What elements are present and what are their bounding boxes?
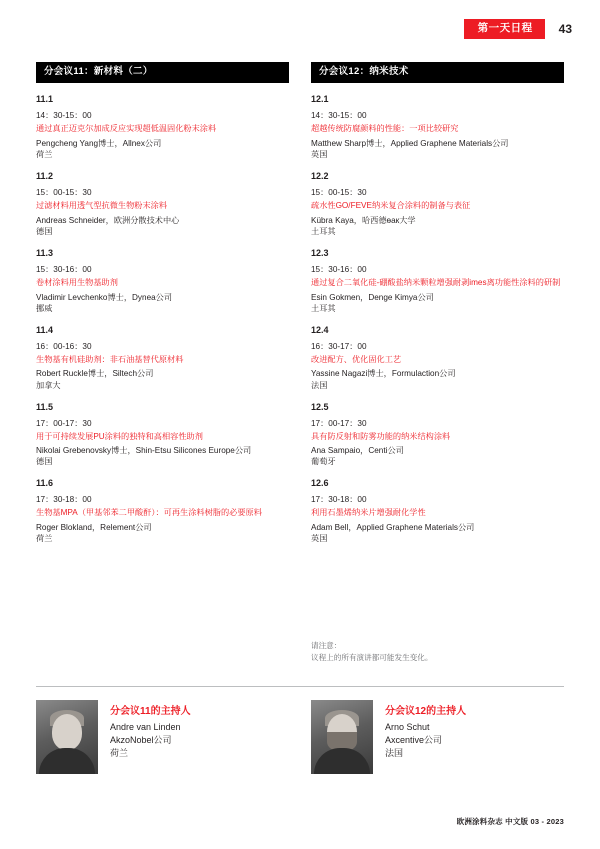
session-time: 17：00-17：30 [311, 418, 367, 428]
session-title: 改进配方、优化固化工艺 [311, 354, 402, 364]
session-item [36, 402, 289, 468]
chair-role: 分会议12的主持人 [385, 706, 467, 717]
session-time: 17：30-18：00 [311, 495, 367, 505]
chair-photo-arno-schut [311, 700, 373, 774]
session-country: 荷兰 [36, 150, 53, 160]
session-country: 挪威 [36, 303, 53, 313]
session-speaker: Vladimir Levchenko博士，Dynea公司 [36, 292, 173, 302]
session-time: 15：00-15：30 [311, 188, 367, 198]
session-title: 利用石墨烯纳米片增强耐化学性 [311, 508, 426, 518]
session-country: 土耳其 [311, 303, 336, 313]
session-time: 15：30-16：00 [36, 265, 92, 274]
session-country: 德国 [36, 457, 53, 467]
session-title: 通过真正迈克尔加成反应实现超低温固化粉末涂料 [36, 124, 217, 134]
session-speaker: Matthew Sharp博士，Applied Graphene Materials公司 [311, 139, 509, 149]
session-time: 14：30-15：00 [311, 111, 367, 121]
header-section-tab: 第一天日程 [464, 19, 545, 39]
session-country: 英国 [311, 150, 328, 160]
section-divider [36, 686, 564, 687]
session-speaker: Esin Gokmen，Denge Kimya公司 [311, 292, 434, 302]
program-column-11 [36, 62, 289, 544]
chair-role: 分会议11的主持人 [110, 706, 191, 717]
session-speaker: Roger Blokland，Relement公司 [36, 523, 152, 532]
session-item [311, 94, 564, 160]
session-item [311, 478, 564, 544]
session-number: 11.6 [36, 478, 54, 489]
session-item [36, 248, 289, 314]
session-title: 用于可持续发展PU涂料的独特和高相容性助剂 [36, 431, 203, 441]
session-time: 15：00-15：30 [36, 188, 92, 198]
chair-card-12 [311, 700, 564, 774]
chair-card-11 [36, 700, 289, 774]
chair-info-12 [385, 700, 466, 774]
chair-country: 法国 [385, 748, 404, 759]
page-number: 43 [558, 22, 572, 36]
chair-photo-andre-van-linden [36, 700, 98, 774]
session-number: 12.1 [311, 94, 329, 105]
session-time: 15：30-16：00 [311, 265, 367, 274]
session-chairs [36, 700, 564, 774]
chair-name: Andre van Linden [110, 722, 181, 732]
session-speaker: Ana Sampaio，Centi公司 [311, 446, 404, 456]
session-number: 12.4 [311, 324, 329, 335]
session-speaker: Andreas Schneider，欧洲分散技术中心 [36, 215, 180, 225]
session-speaker: Robert Ruckle博士，Siltech公司 [36, 369, 154, 379]
program-column-12 [311, 62, 564, 544]
session-item [36, 478, 289, 544]
chair-company: AkzoNobel公司 [110, 735, 172, 746]
session-time: 16：30-17：00 [311, 341, 367, 351]
session-title: 生物基MPA（甲基邻苯二甲酸酐）：可再生涂料树脂的必要原料 [36, 508, 262, 518]
session-number: 12.5 [311, 401, 329, 412]
session-speaker: Kübra Kaya，哈西德өак大学 [311, 215, 416, 225]
session-number: 11.4 [36, 324, 54, 335]
session-number: 12.6 [311, 478, 329, 489]
session-number: 12.2 [311, 171, 329, 182]
page-footer: 欧洲涂料杂志 中文版 03 - 2023 [456, 817, 564, 826]
session-country: 德国 [36, 226, 53, 236]
column-title-12: 分会议12：纳米技术 [311, 62, 564, 83]
session-country: 土耳其 [311, 226, 336, 236]
session-country: 英国 [311, 534, 328, 544]
session-number: 11.2 [36, 171, 54, 182]
chair-company: Axcentive公司 [385, 735, 443, 746]
session-speaker: Adam Bell，Applied Graphene Materials公司 [311, 523, 475, 532]
session-item [311, 171, 564, 237]
session-item [311, 402, 564, 468]
session-time: 17：00-17：30 [36, 418, 92, 428]
session-title: 过滤材料用透气型抗微生物粉末涂料 [36, 201, 168, 211]
chair-country: 荷兰 [110, 748, 129, 759]
session-item [311, 248, 564, 314]
note-heading: 请注意： [311, 641, 342, 650]
chair-info-11 [110, 700, 191, 774]
session-speaker: Pengcheng Yang博士，Allnex公司 [36, 139, 162, 149]
session-title: 卷材涂料用生物基助剂 [36, 278, 118, 287]
chair-name: Arno Schut [385, 722, 430, 732]
session-number: 11.1 [36, 94, 54, 105]
session-speaker: Nikolai Grebenovsky博士，Shin-Etsu Silicones Europe公司 [36, 446, 252, 456]
session-number: 11.5 [36, 401, 54, 412]
column-title-11: 分会议11：新材料（二） [36, 62, 289, 83]
session-country: 荷兰 [36, 534, 53, 544]
session-time: 14：30-15：00 [36, 111, 92, 121]
program-columns [36, 62, 564, 544]
session-time: 17：30-18：00 [36, 495, 92, 505]
session-number: 11.3 [36, 248, 54, 258]
session-country: 加拿大 [36, 380, 61, 390]
session-title: 具有防反射和防雾功能的纳米结构涂料 [311, 431, 451, 441]
session-item [311, 325, 564, 391]
session-number: 12.3 [311, 248, 329, 258]
session-title: 通过复合二氧化硅-硼酸盐纳米颗粒增强耐剥imes离功能性涂料的研制 [311, 278, 561, 287]
session-item [36, 325, 289, 391]
session-item [36, 171, 289, 237]
program-note [311, 640, 564, 664]
session-title: 疏水性GO/FEVE纳米复合涂料的制备与表征 [311, 201, 471, 211]
session-title: 生物基有机硅助剂：非石油基替代原材料 [36, 354, 184, 364]
session-country: 法国 [311, 380, 328, 390]
note-text: 议程上的所有演讲都可能发生变化。 [311, 652, 433, 662]
page-header [464, 18, 600, 40]
session-time: 16：00-16：30 [36, 341, 92, 351]
session-item [36, 94, 289, 160]
session-country: 葡萄牙 [311, 457, 336, 467]
session-speaker: Yassine Nagazi博士，Formulaction公司 [311, 369, 456, 379]
session-title: 超越传统防腐颜料的性能：一项比较研究 [311, 124, 459, 134]
